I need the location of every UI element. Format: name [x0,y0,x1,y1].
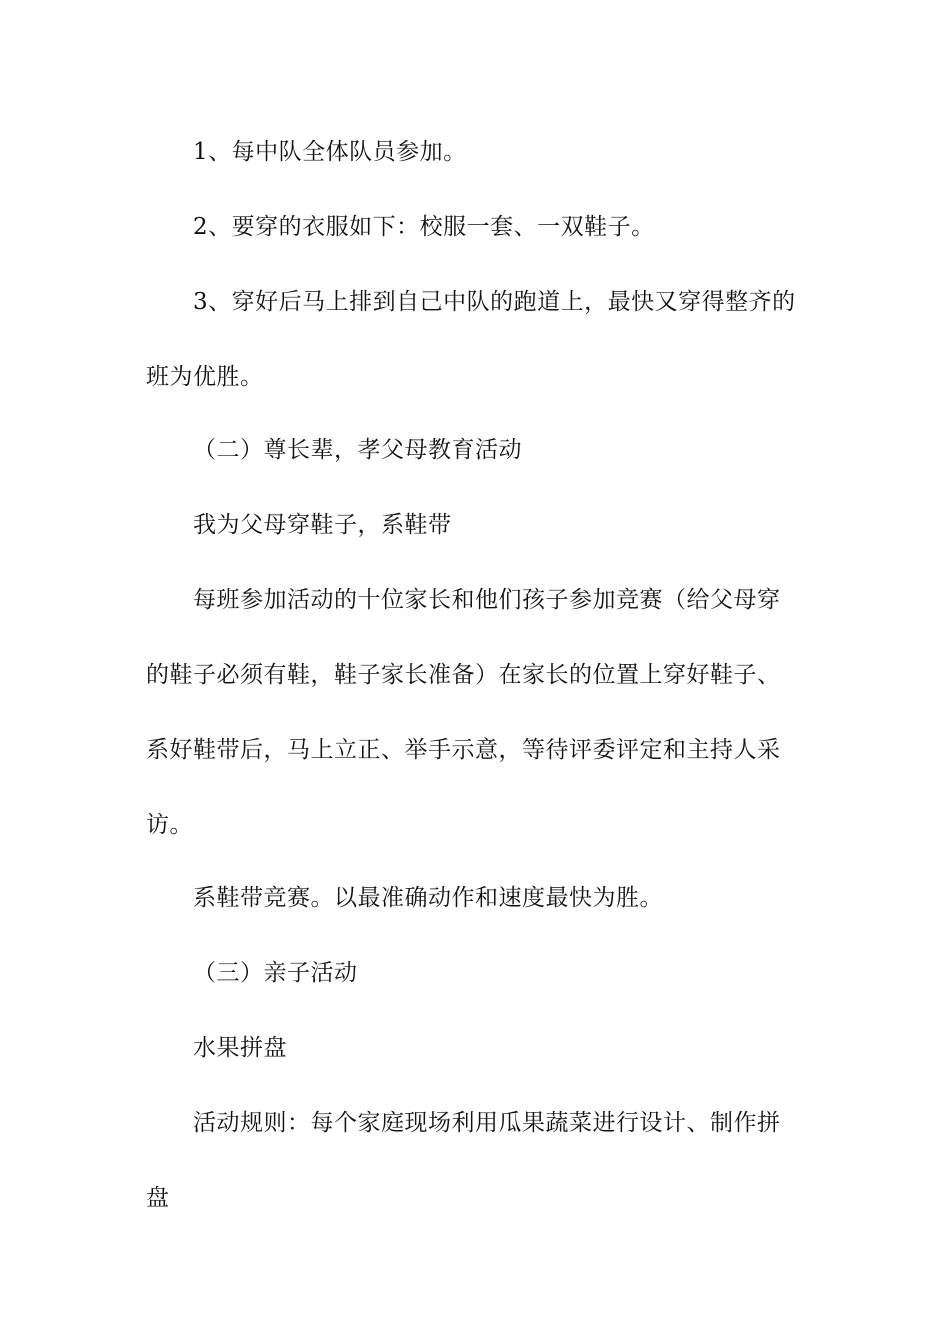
paragraph-2: 系鞋带竞赛。以最准确动作和速度最快为胜。 [193,885,663,911]
section-heading-2: （二）尊长辈，孝父母教育活动 [193,437,522,463]
rules-line-1: 活动规则：每个家庭现场利用瓜果蔬菜进行设计、制作拼 [193,1110,781,1136]
activity-title-shoes: 我为父母穿鞋子，系鞋带 [193,512,452,538]
list-item-1: 1、每中队全体队员参加。 [193,139,467,165]
list-item-3-line-2: 班为优胜。 [146,364,264,390]
list-item-3-line-1: 3、穿好后马上排到自己中队的跑道上，最快又穿得整齐的 [193,289,796,315]
paragraph-1-line-1: 每班参加活动的十位家长和他们孩子参加竞赛（给父母穿 [193,587,781,613]
paragraph-1-line-2: 的鞋子必须有鞋，鞋子家长准备）在家长的位置上穿好鞋子、 [146,662,781,688]
rules-line-2: 盘 [146,1185,170,1211]
activity-title-fruit: 水果拼盘 [193,1035,287,1061]
paragraph-1-line-4: 访。 [146,812,193,838]
paragraph-1-line-3: 系好鞋带后，马上立正、举手示意，等待评委评定和主持人采 [146,737,781,763]
list-item-2: 2、要穿的衣服如下：校服一套、一双鞋子。 [193,214,655,240]
section-heading-3: （三）亲子活动 [193,960,358,986]
